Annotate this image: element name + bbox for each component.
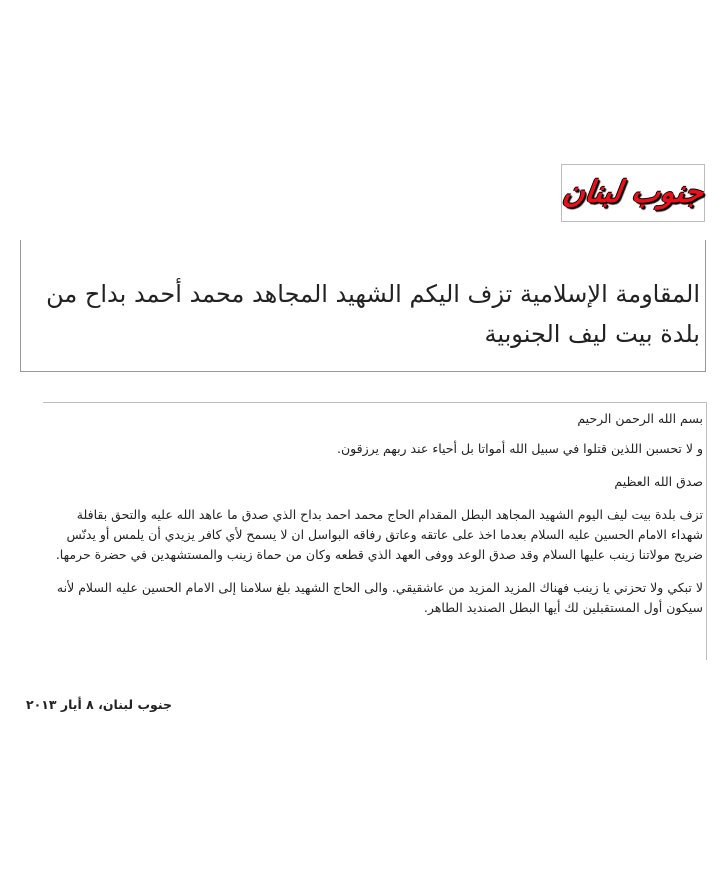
article-basmala: بسم الله الرحمن الرحيم (577, 411, 703, 426)
article-verse: و لا تحسبن اللذين قتلوا في سبيل الله أمواتا بل أحياء عند ربهم يرزقون. (337, 441, 703, 456)
site-logo-text: جنوب لبنان (560, 175, 706, 210)
page-title: المقاومة الإسلامية تزف اليكم الشهيد المجاهد محمد أحمد بداح من بلدة بيت ليف الجنوبية (46, 280, 700, 348)
article-paragraph: تزف بلدة بيت ليف اليوم الشهيد المجاهد البطل المقدام الحاج محمد احمد بداح الذي صدق ما عاهد الله عليه والتحق بقافلة شهداء الامام الحسين عليه السلام بعدما اخذ على عاتقه وعاتق رفاقه البواسل ان لا يسمح لأي كافر يزيدي أن يلمس أو يدنّس ضريح مولاتنا زينب عليها السلام وقد صدق الوعد ووفى العهد الذي قطعه وكان من حماة زينب والمستشهدين في حضرة حرمها. (55, 507, 703, 562)
article-dateline: جنوب لبنان، ٨ أيار ٢٠١٣ (26, 697, 172, 712)
headline-container (20, 240, 706, 372)
article-verse-closing: صدق الله العظيم (614, 474, 703, 489)
article-body (43, 402, 707, 660)
article-paragraph: لا تبكي ولا تحزني يا زينب فهناك المزيد المزيد من عاشقيقي. والى الحاج الشهيد بلغ سلامنا إلى الامام الحسين عليه السلام لأنه سيكون أول المستقبلين لك أيها البطل الصنديد الطاهر. (56, 580, 703, 615)
site-logo[interactable] (561, 164, 705, 222)
